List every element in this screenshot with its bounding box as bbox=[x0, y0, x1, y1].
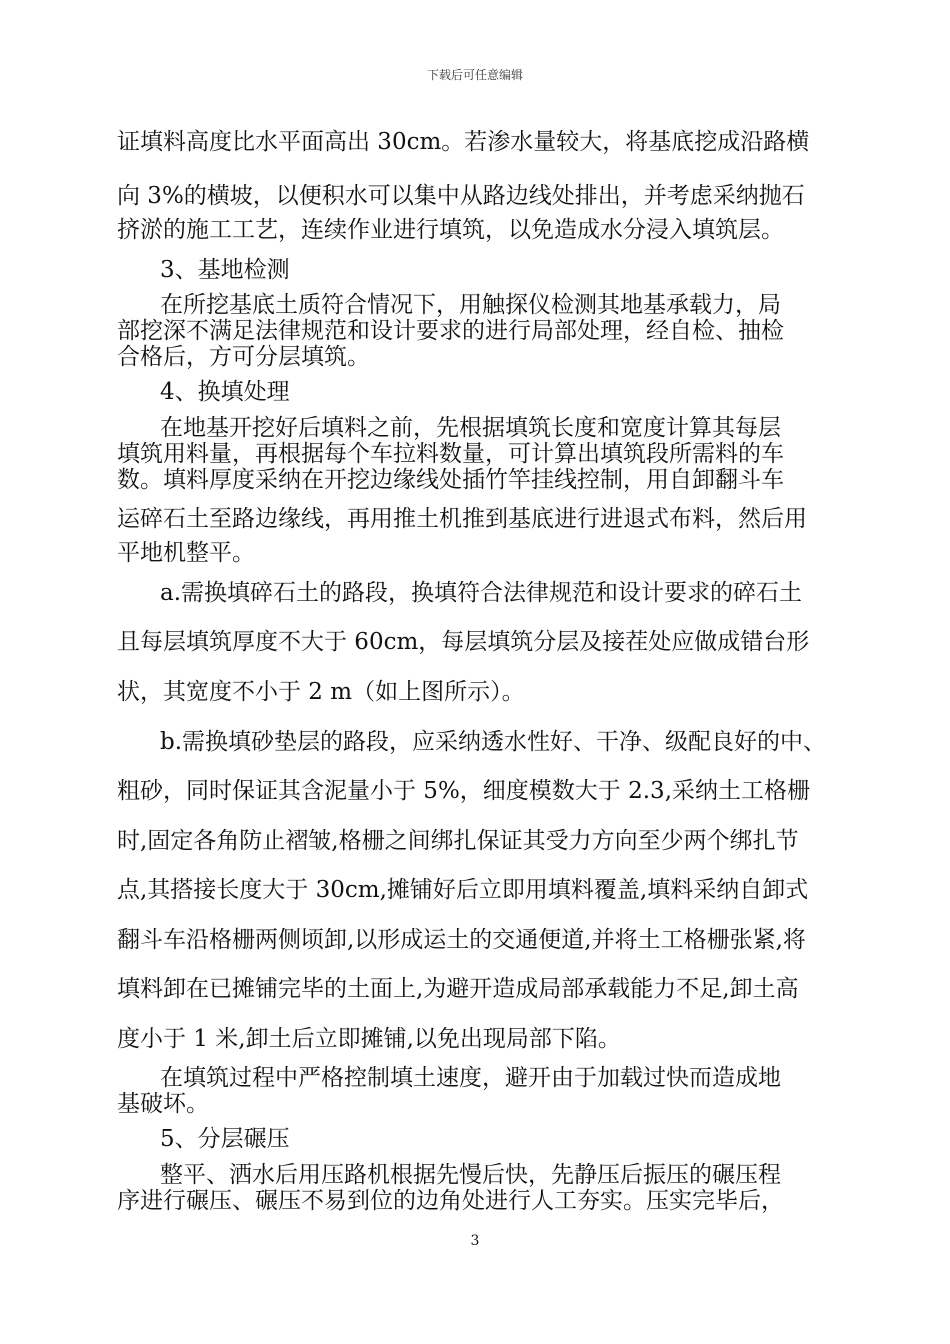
text-line: 整平、洒水后用压路机根据先慢后快，先静压后振压的碾压程 bbox=[160, 1162, 781, 1188]
text-line: 在地基开挖好后填料之前，先根据填筑长度和宽度计算其每层 bbox=[160, 415, 781, 441]
text-line: 填料卸在已摊铺完毕的土面上,为避开造成局部承载能力不足,卸土高 bbox=[117, 976, 799, 1002]
text-line: 状，其宽度不小于 2 m（如上图所示）。 bbox=[117, 679, 525, 705]
download-note: 下载后可任意编辑 bbox=[426, 68, 523, 82]
text-line: b.需换填砂垫层的路段，应采纳透水性好、干净、级配良好的中、 bbox=[160, 729, 827, 755]
text-line: 合格后，方可分层填筑。 bbox=[117, 344, 370, 370]
text-line: 翻斗车沿格栅两侧顷卸,以形成运土的交通便道,并将土工格栅张紧,将 bbox=[117, 927, 806, 953]
text-line: 向 3%的横坡，以便积水可以集中从路边线处排出，并考虑采纳抛石 bbox=[117, 183, 805, 209]
text-line: a.需换填碎石土的路段，换填符合法律规范和设计要求的碎石土 bbox=[160, 580, 803, 606]
section-heading: 4、换填处理 bbox=[160, 379, 290, 405]
text-line: 在填筑过程中严格控制填土速度，避开由于加载过快而造成地 bbox=[160, 1065, 781, 1091]
text-line: 数。填料厚度采纳在开挖边缘线处插竹竿挂线控制，用自卸翻斗车 bbox=[117, 467, 784, 493]
text-line: 基破坏。 bbox=[117, 1091, 209, 1117]
text-line: 证填料高度比水平面高出 30cm。若渗水量较大，将基底挖成沿路横 bbox=[117, 129, 810, 155]
text-line: 运碎石土至路边缘线，再用推土机推到基底进行进退式布料，然后用 bbox=[117, 506, 807, 532]
text-line: 在所挖基底土质符合情况下，用触探仪检测其地基承载力，局 bbox=[160, 292, 781, 318]
text-line: 序进行碾压、碾压不易到位的边角处进行人工夯实。压实完毕后， bbox=[117, 1188, 784, 1214]
text-line: 挤淤的施工工艺，连续作业进行填筑，以免造成水分浸入填筑层。 bbox=[117, 217, 784, 243]
text-line: 点,其搭接长度大于 30cm,摊铺好后立即用填料覆盖,填料采纳自卸式 bbox=[117, 877, 809, 903]
text-line: 度小于 1 米,卸土后立即摊铺,以免出现局部下陷。 bbox=[117, 1026, 621, 1052]
text-line: 填筑用料量，再根据每个车拉料数量，可计算出填筑段所需料的车 bbox=[117, 441, 784, 467]
page-number: 3 bbox=[470, 1233, 480, 1249]
text-line: 部挖深不满足法律规范和设计要求的进行局部处理，经自检、抽检 bbox=[117, 318, 784, 344]
text-line: 粗砂，同时保证其含泥量小于 5%，细度模数大于 2.3,采纳土工格栅 bbox=[117, 778, 810, 804]
text-line: 平地机整平。 bbox=[117, 540, 255, 566]
text-line: 时,固定各角防止褶皱,格栅之间绑扎保证其受力方向至少两个绑扎节 bbox=[117, 828, 799, 854]
section-heading: 5、分层碾压 bbox=[160, 1126, 290, 1152]
section-heading: 3、基地检测 bbox=[160, 257, 290, 283]
text-line: 且每层填筑厚度不大于 60cm，每层填筑分层及接茬处应做成错台形 bbox=[117, 629, 810, 655]
